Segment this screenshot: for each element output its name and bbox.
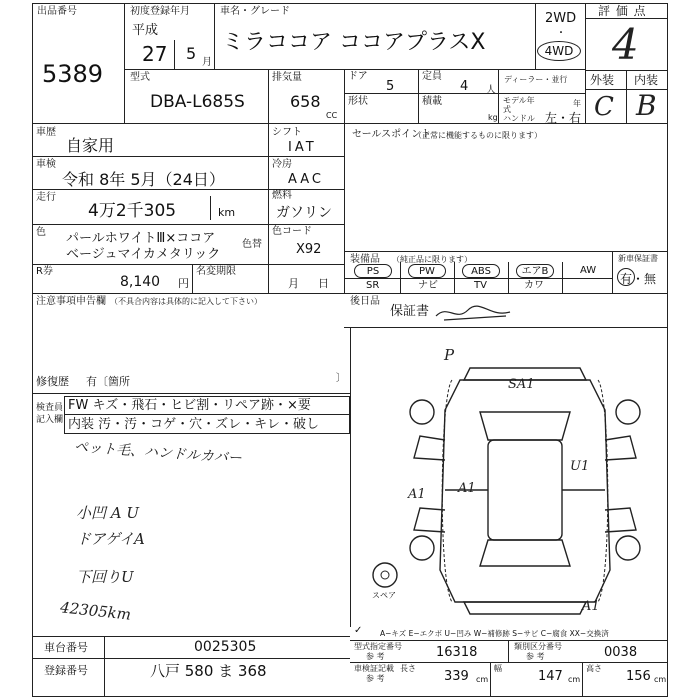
divider xyxy=(585,18,668,19)
capacity-value: 4 xyxy=(460,79,469,94)
back-docs-label: 後日品 xyxy=(350,296,380,307)
divider xyxy=(350,662,668,663)
divider xyxy=(32,123,668,124)
hand-note-1: ペット毛、ハンドルカバー xyxy=(73,439,243,467)
damage-mark-p: P xyxy=(444,346,455,364)
grade-int: B xyxy=(636,89,657,122)
divider xyxy=(344,327,668,328)
divider xyxy=(400,262,401,293)
lot-label: 出品番号 xyxy=(37,6,77,17)
divider xyxy=(32,636,350,637)
height-unit: cm xyxy=(654,675,667,684)
handle-value: 左・右 xyxy=(545,111,582,125)
model-name: ミラココア ココアプラスX xyxy=(222,30,486,55)
divider xyxy=(612,251,613,293)
mileage-value: 4万2千305 xyxy=(88,201,177,221)
notes-label: 注意事項申告欄 xyxy=(36,296,106,307)
equip-pw: PW xyxy=(408,264,446,278)
divider xyxy=(498,69,499,123)
divider xyxy=(64,414,350,415)
ac-value: AAC xyxy=(288,172,324,187)
history-value: 自家用 xyxy=(66,136,115,155)
name-change-day: 日 xyxy=(318,277,329,290)
height-value: 156 xyxy=(626,669,651,684)
drive-2wd: 2WD xyxy=(545,11,577,26)
equip-leather: カワ xyxy=(524,280,544,291)
displacement-value: 658 xyxy=(290,92,321,111)
damage-mark-sa1: SA1 xyxy=(508,377,535,392)
type-label: 型式 xyxy=(130,72,150,83)
registration-era: 平成 xyxy=(132,23,159,38)
divider xyxy=(454,262,455,293)
displacement-unit: CC xyxy=(326,111,338,120)
width-value: 147 xyxy=(538,669,563,684)
divider xyxy=(350,640,668,641)
divider xyxy=(344,251,668,252)
mileage-label: 走行 xyxy=(36,192,56,203)
capacity-unit: 人 xyxy=(486,85,496,96)
divider xyxy=(490,662,491,697)
classification-value: 0038 xyxy=(604,645,638,660)
mileage-unit: km xyxy=(218,206,236,219)
divider xyxy=(32,393,350,394)
inspector-label-1: 検査員 xyxy=(36,403,64,413)
fuel-value: ガソリン xyxy=(276,205,332,221)
hand-note-3: ドアゲイA xyxy=(76,530,145,548)
divider xyxy=(344,123,345,293)
damage-legend: A−キズ E−エクボ U−凹み W−補修跡 S−サビ C−腐食 XX−交換済 xyxy=(380,629,609,638)
designation-value: 16318 xyxy=(436,645,478,660)
divider xyxy=(562,262,563,293)
registration-label: 初度登録年月 xyxy=(130,6,190,17)
divider xyxy=(508,640,509,662)
divider xyxy=(32,293,344,294)
divider xyxy=(210,196,211,220)
dims-label: 車検証記載 xyxy=(354,664,394,673)
name-change-label: 名変期限 xyxy=(196,266,236,277)
damage-mark-u1: U1 xyxy=(570,459,590,474)
shape-label: 形状 xyxy=(348,96,368,107)
spare-label: スペア xyxy=(372,591,396,600)
divider xyxy=(32,658,350,659)
inspection-value: 令和 8年 5月（24日） xyxy=(62,170,225,189)
displacement-label: 排気量 xyxy=(272,72,302,83)
inspector-label-2: 記入欄 xyxy=(36,415,64,425)
divider xyxy=(350,327,351,627)
damage-mark-a1a: A1 xyxy=(408,487,426,502)
divider xyxy=(32,156,344,157)
fuel-label: 燃料 xyxy=(272,190,292,201)
capacity-label: 定員 xyxy=(422,71,442,82)
divider xyxy=(535,3,536,69)
divider xyxy=(32,264,344,265)
grade-ext-label: 外装 xyxy=(590,73,615,87)
color-code: X92 xyxy=(296,242,322,257)
doors-label: ドア xyxy=(348,71,368,82)
equipment-label: 装備品 xyxy=(350,254,380,265)
doors-value: 5 xyxy=(386,79,395,94)
warranty-circle xyxy=(617,268,635,286)
classification-label: 類別区分番号 xyxy=(514,642,562,651)
divider xyxy=(418,69,419,123)
grade-label: 評 価 点 xyxy=(598,4,647,18)
equip-sr: SR xyxy=(366,280,380,291)
equip-ps: PS xyxy=(354,264,392,278)
model-year-unit: 年 xyxy=(573,99,581,108)
shift-label: シフト xyxy=(272,127,302,138)
dims-ref: 参 考 xyxy=(366,674,385,683)
equip-airbag: エアB xyxy=(516,264,554,278)
handle-label: ハンドル xyxy=(503,114,535,123)
recycle-label: R券 xyxy=(36,266,53,277)
inspection-label: 車検 xyxy=(36,159,56,170)
divider xyxy=(585,3,586,123)
width-unit: cm xyxy=(568,675,581,684)
guarantee-label: 保証書 xyxy=(390,304,430,319)
drive-dot: ・ xyxy=(556,28,566,39)
sales-point-sub: （正常に機能するものに限ります） xyxy=(414,131,542,140)
damage-mark-a1c: A1 xyxy=(582,599,600,614)
equipment-sub: （純正品に限ります） xyxy=(392,255,472,264)
plate-label: 登録番号 xyxy=(44,664,88,677)
registration-year: 27 xyxy=(142,42,168,66)
divider xyxy=(344,69,345,123)
length-value: 339 xyxy=(444,669,469,684)
recycle-unit: 円 xyxy=(178,277,189,290)
repair-bracket: 〕 xyxy=(336,373,346,384)
ac-label: 冷房 xyxy=(272,159,292,170)
equip-abs: ABS xyxy=(462,264,500,278)
load-unit: kg xyxy=(488,113,498,122)
grade-score: 4 xyxy=(612,20,639,69)
divider xyxy=(344,278,612,279)
divider xyxy=(344,93,585,94)
divider xyxy=(104,636,105,697)
model-label: 車名・グレード xyxy=(220,6,290,17)
guarantee-strikeout xyxy=(434,302,514,324)
inspector-row-2: 内装 汚・汚・コゲ・穴・ズレ・キレ・破し xyxy=(68,417,320,432)
damage-mark-a1b: A1 xyxy=(458,481,476,496)
repair-label: 修復歴 xyxy=(36,375,69,388)
registration-month-unit: 月 xyxy=(202,57,212,68)
classification-ref: 参 考 xyxy=(526,652,545,661)
hand-note-4: 下回りU xyxy=(76,568,134,586)
registration-month: 5 xyxy=(186,44,197,63)
divider xyxy=(268,123,269,293)
history-label: 車歴 xyxy=(36,127,56,138)
divider xyxy=(32,189,344,190)
color-line2: ベージュマイカメタリック xyxy=(66,247,221,262)
equip-navi: ナビ xyxy=(418,280,438,291)
chassis-label: 車台番号 xyxy=(44,641,88,654)
plate-value: 八戸 580 ま 368 xyxy=(150,662,267,680)
length-label: 長さ xyxy=(400,664,416,673)
sales-point-label: セールスポイント xyxy=(352,129,432,140)
chassis-value: 0025305 xyxy=(194,639,257,655)
inspector-row-1: FW キズ・飛石・ヒビ割・リペア跡・×要 xyxy=(68,398,311,413)
grade-ext: C xyxy=(594,92,614,122)
divider xyxy=(32,224,344,225)
dealer-label: ディーラー・並行 xyxy=(504,75,568,84)
divider xyxy=(214,3,215,69)
divider xyxy=(344,293,668,294)
divider xyxy=(626,70,627,123)
divider xyxy=(174,40,175,70)
grade-int-label: 内装 xyxy=(634,73,659,87)
divider xyxy=(192,264,193,293)
divider xyxy=(124,69,585,70)
equip-tv: TV xyxy=(474,280,487,291)
legend-check: ✓ xyxy=(354,625,363,636)
lot-number: 5389 xyxy=(42,60,104,88)
color-line1: パールホワイトⅢ×ココア xyxy=(66,231,216,246)
hand-note-2: 小凹 A U xyxy=(76,504,140,522)
repair-value: 有〔箇所 xyxy=(86,375,130,388)
designation-label: 型式指定番号 xyxy=(354,642,402,651)
hand-note-5: 42305km xyxy=(59,598,132,624)
warranty-value: 有・無 xyxy=(620,272,657,286)
color-label: 色 xyxy=(36,227,46,238)
warranty-label: 新車保証書 xyxy=(618,254,658,263)
designation-ref: 参 考 xyxy=(366,652,385,661)
drive-4wd: 4WD xyxy=(537,41,581,61)
model-year-label: モデル年式 xyxy=(503,96,535,114)
color-code-label: 色コード xyxy=(272,226,312,237)
name-change-month: 月 xyxy=(288,277,299,290)
divider xyxy=(508,262,509,293)
type-value: DBA-L685S xyxy=(150,92,245,112)
recycle-value: 8,140 xyxy=(120,274,161,290)
divider xyxy=(582,662,583,697)
spare-tire-icon xyxy=(370,560,400,590)
divider xyxy=(124,3,125,123)
divider xyxy=(268,69,269,123)
color-change-label: 色替 xyxy=(242,239,262,250)
width-label: 幅 xyxy=(494,664,502,673)
height-label: 高さ xyxy=(586,664,602,673)
shift-value: IAT xyxy=(288,140,317,155)
notes-sub: （不具合内容は具体的に記入して下さい） xyxy=(110,297,262,306)
length-unit: cm xyxy=(476,675,489,684)
load-label: 積載 xyxy=(422,96,442,107)
equip-aw: AW xyxy=(580,265,597,276)
